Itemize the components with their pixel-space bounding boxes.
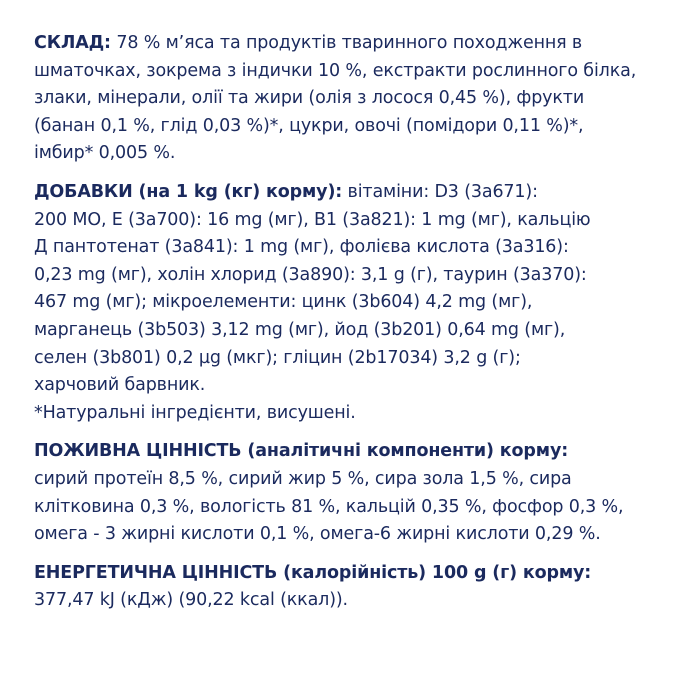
composition-section [34, 30, 674, 168]
nutrition-line: клітковина 0,3 %, вологість 81 %, кальцій 0,35 %, фосфор 0,3 %, [34, 496, 624, 517]
composition-line: імбир* 0,005 %. [34, 143, 176, 164]
energy-heading: ЕНЕРГЕТИЧНА ЦІННІСТЬ (калорійність) 100 g (г) корму: [34, 562, 592, 583]
energy-section [34, 560, 674, 615]
additives-line: 467 mg (мг); мікроелементи: цинк (3b604) 4,2 mg (мг), [34, 292, 533, 313]
energy-line: 377,47 kJ (кДж) (90,22 kcal (ккал)). [34, 590, 348, 611]
nutrition-line: омега - 3 жирні кислоти 0,1 %, омега-6 жирні кислоти 0,29 %. [34, 524, 601, 545]
composition-heading: СКЛАД: [34, 33, 111, 53]
label-text-block [34, 30, 674, 615]
composition-line: (банан 0,1 %, глід 0,03 %)*, цукри, овочі (помідори 0,11 %)*, [34, 115, 584, 136]
additives-line: харчовий барвник. [34, 375, 206, 396]
additives-line: селен (3b801) 0,2 µg (мкг); гліцин (2b17034) 3,2 g (г); [34, 347, 521, 368]
additives-line: марганець (3b503) 3,12 mg (мг), йод (3b201) 0,64 mg (мг), [34, 319, 566, 340]
nutrition-heading: ПОЖИВНА ЦІННІСТЬ (аналітичні компоненти) корму: [34, 441, 569, 462]
nutrition-line: сирий протеїн 8,5 %, сирий жир 5 %, сира зола 1,5 %, сира [34, 468, 572, 489]
footnote-natural-ingredients: *Натуральні інгредієнти, висушені. [34, 402, 356, 423]
additives-line: 0,23 mg (мг), холін хлорид (3a890): 3,1 g (г), таурин (3a370): [34, 264, 587, 285]
additives-line: 200 МО, Е (3a700): 16 mg (мг), В1 (3a821): 1 mg (мг), кальцію [34, 209, 591, 230]
additives-section [34, 179, 674, 427]
composition-line: шматочках, зокрема з індички 10 %, екстракти рослинного білка, [34, 60, 637, 81]
composition-line: злаки, мінерали, олії та жири (олія з лосося 0,45 %), фрукти [34, 88, 585, 109]
composition-line: 78 % м’яса та продуктів тваринного походження в [110, 33, 583, 53]
nutrition-section [34, 438, 674, 548]
additives-line: вітаміни: D3 (3a671): [342, 181, 538, 202]
additives-line: Д пантотенат (3a841): 1 mg (мг), фолієва кислота (3a316): [34, 237, 569, 258]
additives-heading: ДОБАВКИ (на 1 kg (кг) корму): [34, 181, 343, 202]
